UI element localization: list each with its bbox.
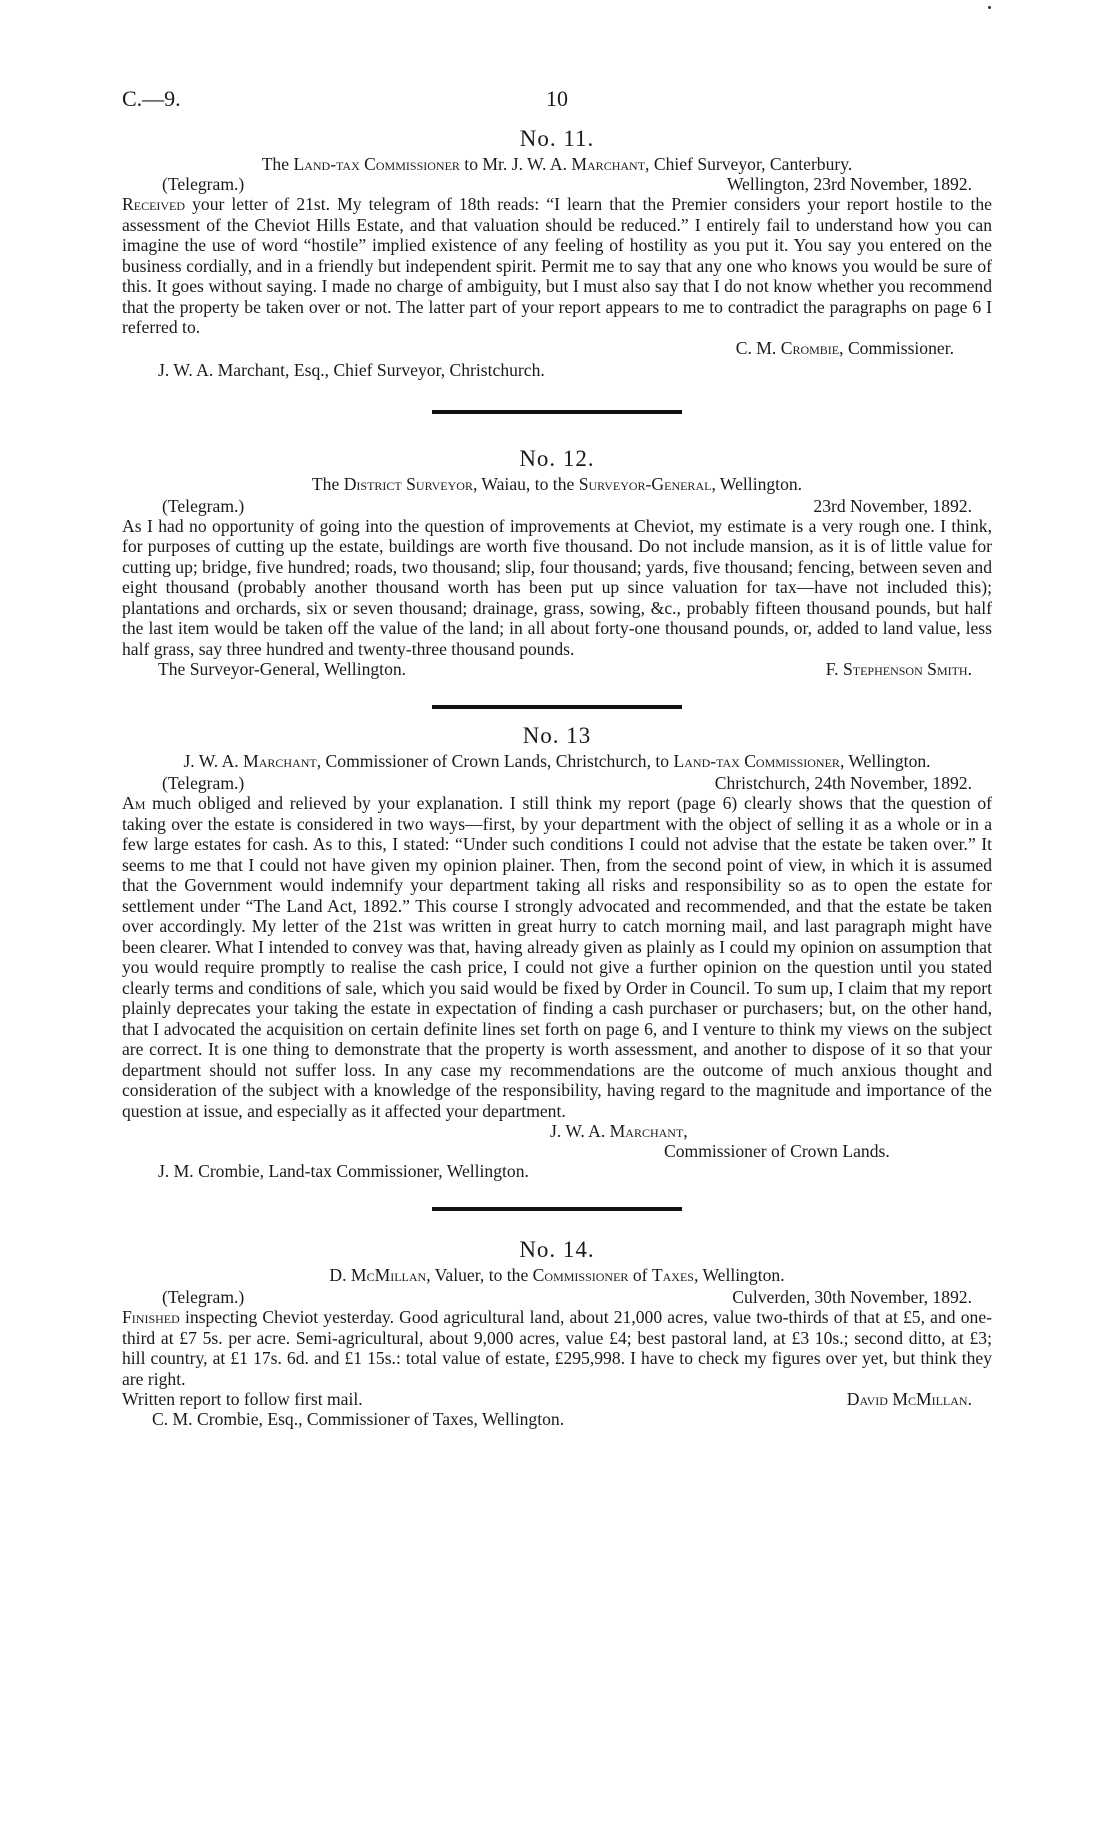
telegram-date: Christchurch, 24th November, 1892. — [714, 773, 972, 793]
document-page — [122, 86, 992, 1429]
final-sentence: Written report to follow first mail. — [122, 1389, 363, 1409]
address-line: J. W. A. Marchant, Commissioner of Crown Lands, Christchurch, to Land-tax Commissioner, Wellington. — [183, 751, 931, 771]
section-number: No. 14. — [519, 1237, 595, 1262]
telegram-label: (Telegram.) — [162, 174, 245, 194]
telegram-no-13 — [122, 721, 992, 1181]
telegram-no-11 — [122, 124, 992, 380]
telegram-meta — [122, 174, 992, 194]
document-reference: C.—9. — [122, 86, 181, 111]
page-speck — [988, 6, 991, 9]
telegram-date: Culverden, 30th November, 1892. — [732, 1287, 972, 1307]
signature: F. Stephenson Smith. — [825, 659, 972, 679]
signature: C. M. Crombie, Commissioner. — [735, 337, 954, 358]
telegram-body: Finished inspecting Cheviot yesterday. Good agricultural land, about 21,000 acres, value two-thirds of that at £5, and one-third at £7 5s. per acre. Semi-agricultural, about 9,000 acres, value £4; best pastoral land, at £3 10s.; second ditto, at £3; hill country, at £1 17s. 6d. and £1 15s.: total value of estate, £295,998. I have to check my figures over yet, but think they are right. — [122, 1307, 992, 1389]
section-number: No. 11. — [519, 126, 595, 151]
address-line: The District Surveyor, Waiau, to the Surveyor-General, Wellington. — [311, 473, 803, 494]
section-number: No. 13 — [522, 723, 592, 748]
page-number: 10 — [546, 86, 568, 111]
page-header — [122, 86, 992, 122]
telegram-label: (Telegram.) — [162, 773, 245, 793]
telegram-meta — [122, 1287, 992, 1307]
telegram-body: As I had no opportunity of going into the question of improvements at Cheviot, my estimate is a very rough one. I think, for purposes of cutting up the estate, buildings are worth five thousand. Do not include mansion, as it is of little value for cutting up; bridge, five hundred; roads, two thousand; slip, four thousand; yards, five thousand; fencing, between seven and eight thousand (probably another thousand worth has been put up since valuation for tax—have not included this); plantations and orchards, six or seven thousand; drainage, grass, sowing, &c., probably fifteen thousand pounds, but half the last item would be taken off the value of the land; in all about forty-one thousand pounds, or, added to land value, less half grass, say three hundred and twenty-three thousand pounds. — [122, 515, 992, 659]
telegram-body: Am much obliged and relieved by your explanation. I still think my report (page 6) clearly shows that the question of taking over the estate is considered in two ways—first, by your department with the object of selling it as a whole or in a few large estates for cash. As to this, I stated: “Under such conditions I could not advise that the estate be taken over.” It seems to me that I could not have given my opinion plainer. Then, from the second point of view, in which it is assumed that the Government would indemnify your department taking all risks and responsibility so as to open the estate for settlement under “The Land Act, 1892.” This course I strongly advocated and recommended, and that the estate be taken over accordingly. My letter of the 21st was written in great hurry to catch morning mail, and last paragraph might have been clearer. What I intended to convey was that, having already given as plainly as I could my opinion on assumption that you would require promptly to realise the cash price, I could not give a further opinion on the question until you stated clearly terms and conditions of sale, which you said would be fixed by Order in Council. To sum up, I claim that my report plainly deprecates your taking the estate in expectation of finding a cash purchaser or purchasers; but, on the other hand, that I advocated the acquisition on certain definite lines set forth on page 6, and I venture to think my views on the subject are correct. It is one thing to demonstrate that the property is worth assessment, and another to dispose of it so that your department should not suffer loss. In any case my recommendations are the outcome of much anxious thought and consideration of the subject with a knowledge of the responsibility, having regard to the magnitude and importance of the question at issue, and especially as it affected your department. — [122, 793, 992, 1121]
telegram-date: 23rd November, 1892. — [813, 495, 972, 516]
section-divider — [432, 705, 682, 709]
signature: David McMillan. — [846, 1389, 972, 1409]
signature-title: Commissioner of Crown Lands. — [664, 1141, 890, 1161]
address-line: The Land-tax Commissioner to Mr. J. W. A. Marchant, Chief Surveyor, Canterbury. — [261, 154, 853, 174]
telegram-body: Received your letter of 21st. My telegram of 18th reads: “I learn that the Premier considers your report hostile to the assessment of the Cheviot Hills Estate, and that valuation should be reduced.” I entirely fail to understand how you can imagine the use of word “hostile” implied existence of any feeling of hostility as you put it. You say you entered on the business cordially, and in a friendly but independent spirit. Permit me to say that any one who knows you would be sure of this. It goes without saying. I made no charge of ambiguity, but I must also say that I do not know whether you recommend that the property be taken over or not. The latter part of your report appears to me to contradict the paragraphs on page 6 I referred to. — [122, 194, 992, 337]
telegram-label: (Telegram.) — [162, 495, 245, 516]
telegram-date: Wellington, 23rd November, 1892. — [726, 174, 972, 194]
section-divider — [432, 410, 682, 414]
recipient-line: C. M. Crombie, Esq., Commissioner of Taxes, Wellington. — [152, 1409, 565, 1429]
telegram-label: (Telegram.) — [162, 1287, 245, 1307]
signature: J. W. A. Marchant, — [550, 1121, 688, 1141]
telegram-meta — [122, 773, 992, 793]
recipient-line: J. W. A. Marchant, Esq., Chief Surveyor, Christchurch. — [158, 359, 545, 380]
section-divider — [432, 1207, 682, 1211]
telegram-no-12 — [122, 444, 992, 682]
telegram-meta — [122, 496, 992, 516]
section-number: No. 12. — [519, 445, 595, 471]
closing-line — [122, 659, 992, 681]
recipient-line: J. M. Crombie, Land-tax Commissioner, Wellington. — [158, 1161, 529, 1181]
address-line: D. McMillan, Valuer, to the Commissioner of Taxes, Wellington. — [329, 1265, 785, 1285]
telegram-no-14 — [122, 1235, 992, 1429]
closing-line — [122, 1389, 992, 1409]
recipient-line: The Surveyor-General, Wellington. — [158, 659, 407, 679]
